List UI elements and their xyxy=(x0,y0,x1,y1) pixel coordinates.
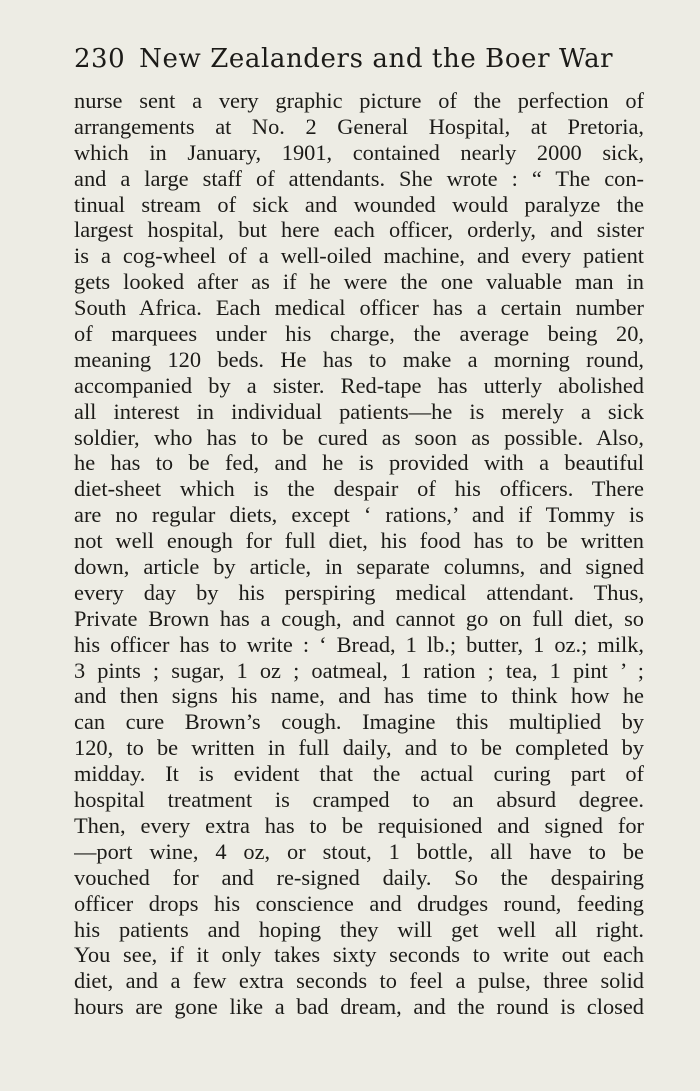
text-line: diet, and a few extra seconds to feel a pulse, three solid xyxy=(74,968,644,994)
running-head xyxy=(74,42,644,76)
text-line: arrangements at No. 2 General Hospital, at Pretoria, xyxy=(74,113,644,139)
text-line: are no regular diets, except ‘ rations,’ and if Tommy is xyxy=(74,502,644,528)
text-line: he has to be fed, and he is provided with a beautiful xyxy=(74,450,644,476)
text-line: soldier, who has to be cured as soon as possible. Also, xyxy=(74,424,644,450)
text-line: which in January, 1901, contained nearly 2000 sick, xyxy=(74,139,644,165)
text-line: nurse sent a very graphic picture of the perfection of xyxy=(74,88,644,113)
text-line: diet-sheet which is the despair of his officers. There xyxy=(74,476,644,502)
text-line: You see, if it only takes sixty seconds to write out each xyxy=(74,942,644,968)
text-line: not well enough for full diet, his food has to be written xyxy=(74,528,644,554)
text-line: of marquees under his charge, the average being 20, xyxy=(74,321,644,347)
text-line: officer drops his conscience and drudges round, feeding xyxy=(74,890,644,916)
text-line: his patients and hoping they will get well all right. xyxy=(74,916,644,942)
text-line: accompanied by a sister. Red-tape has utterly abolished xyxy=(74,372,644,398)
text-line: is a cog-wheel of a well-oiled machine, and every patient xyxy=(74,243,644,269)
text-line: midday. It is evident that the actual curing part of xyxy=(74,761,644,787)
text-line: Then, every extra has to be requisioned and signed for xyxy=(74,812,644,838)
page-number: 230 xyxy=(74,44,126,74)
running-title: New Zealanders and the Boer War xyxy=(139,44,614,74)
text-line: can cure Brown’s cough. Imagine this multiplied by xyxy=(74,709,644,735)
text-line: 3 pints ; sugar, 1 oz ; oatmeal, 1 ration ; tea, 1 pint ’ ; xyxy=(74,657,644,683)
text-line: and then signs his name, and has time to think how he xyxy=(74,683,644,709)
text-line: —port wine, 4 oz, or stout, 1 bottle, all have to be xyxy=(74,838,644,864)
text-line: hospital treatment is cramped to an absurd degree. xyxy=(74,787,644,813)
text-line: South Africa. Each medical officer has a certain number xyxy=(74,295,644,321)
text-line: Private Brown has a cough, and cannot go on full diet, so xyxy=(74,605,644,631)
text-line: tinual stream of sick and wounded would paralyze the xyxy=(74,191,644,217)
text-line: and a large staff of attendants. She wrote : “ The con- xyxy=(74,165,644,191)
text-line: all interest in individual patients—he is merely a sick xyxy=(74,398,644,424)
text-line: meaning 120 beds. He has to make a morning round, xyxy=(74,346,644,372)
text-line: his officer has to write : ‘ Bread, 1 lb.; butter, 1 oz.; milk, xyxy=(74,631,644,657)
text-line: hours are gone like a bad dream, and the round is closed xyxy=(74,994,644,1020)
text-line: vouched for and re-signed daily. So the despairing xyxy=(74,864,644,890)
body-text xyxy=(74,88,644,1020)
text-line: 120, to be written in full daily, and to be completed by xyxy=(74,735,644,761)
text-line: largest hospital, but here each officer, orderly, and sister xyxy=(74,217,644,243)
text-line: down, article by article, in separate columns, and signed xyxy=(74,554,644,580)
text-line: gets looked after as if he were the one valuable man in xyxy=(74,269,644,295)
text-line: every day by his perspiring medical attendant. Thus, xyxy=(74,579,644,605)
